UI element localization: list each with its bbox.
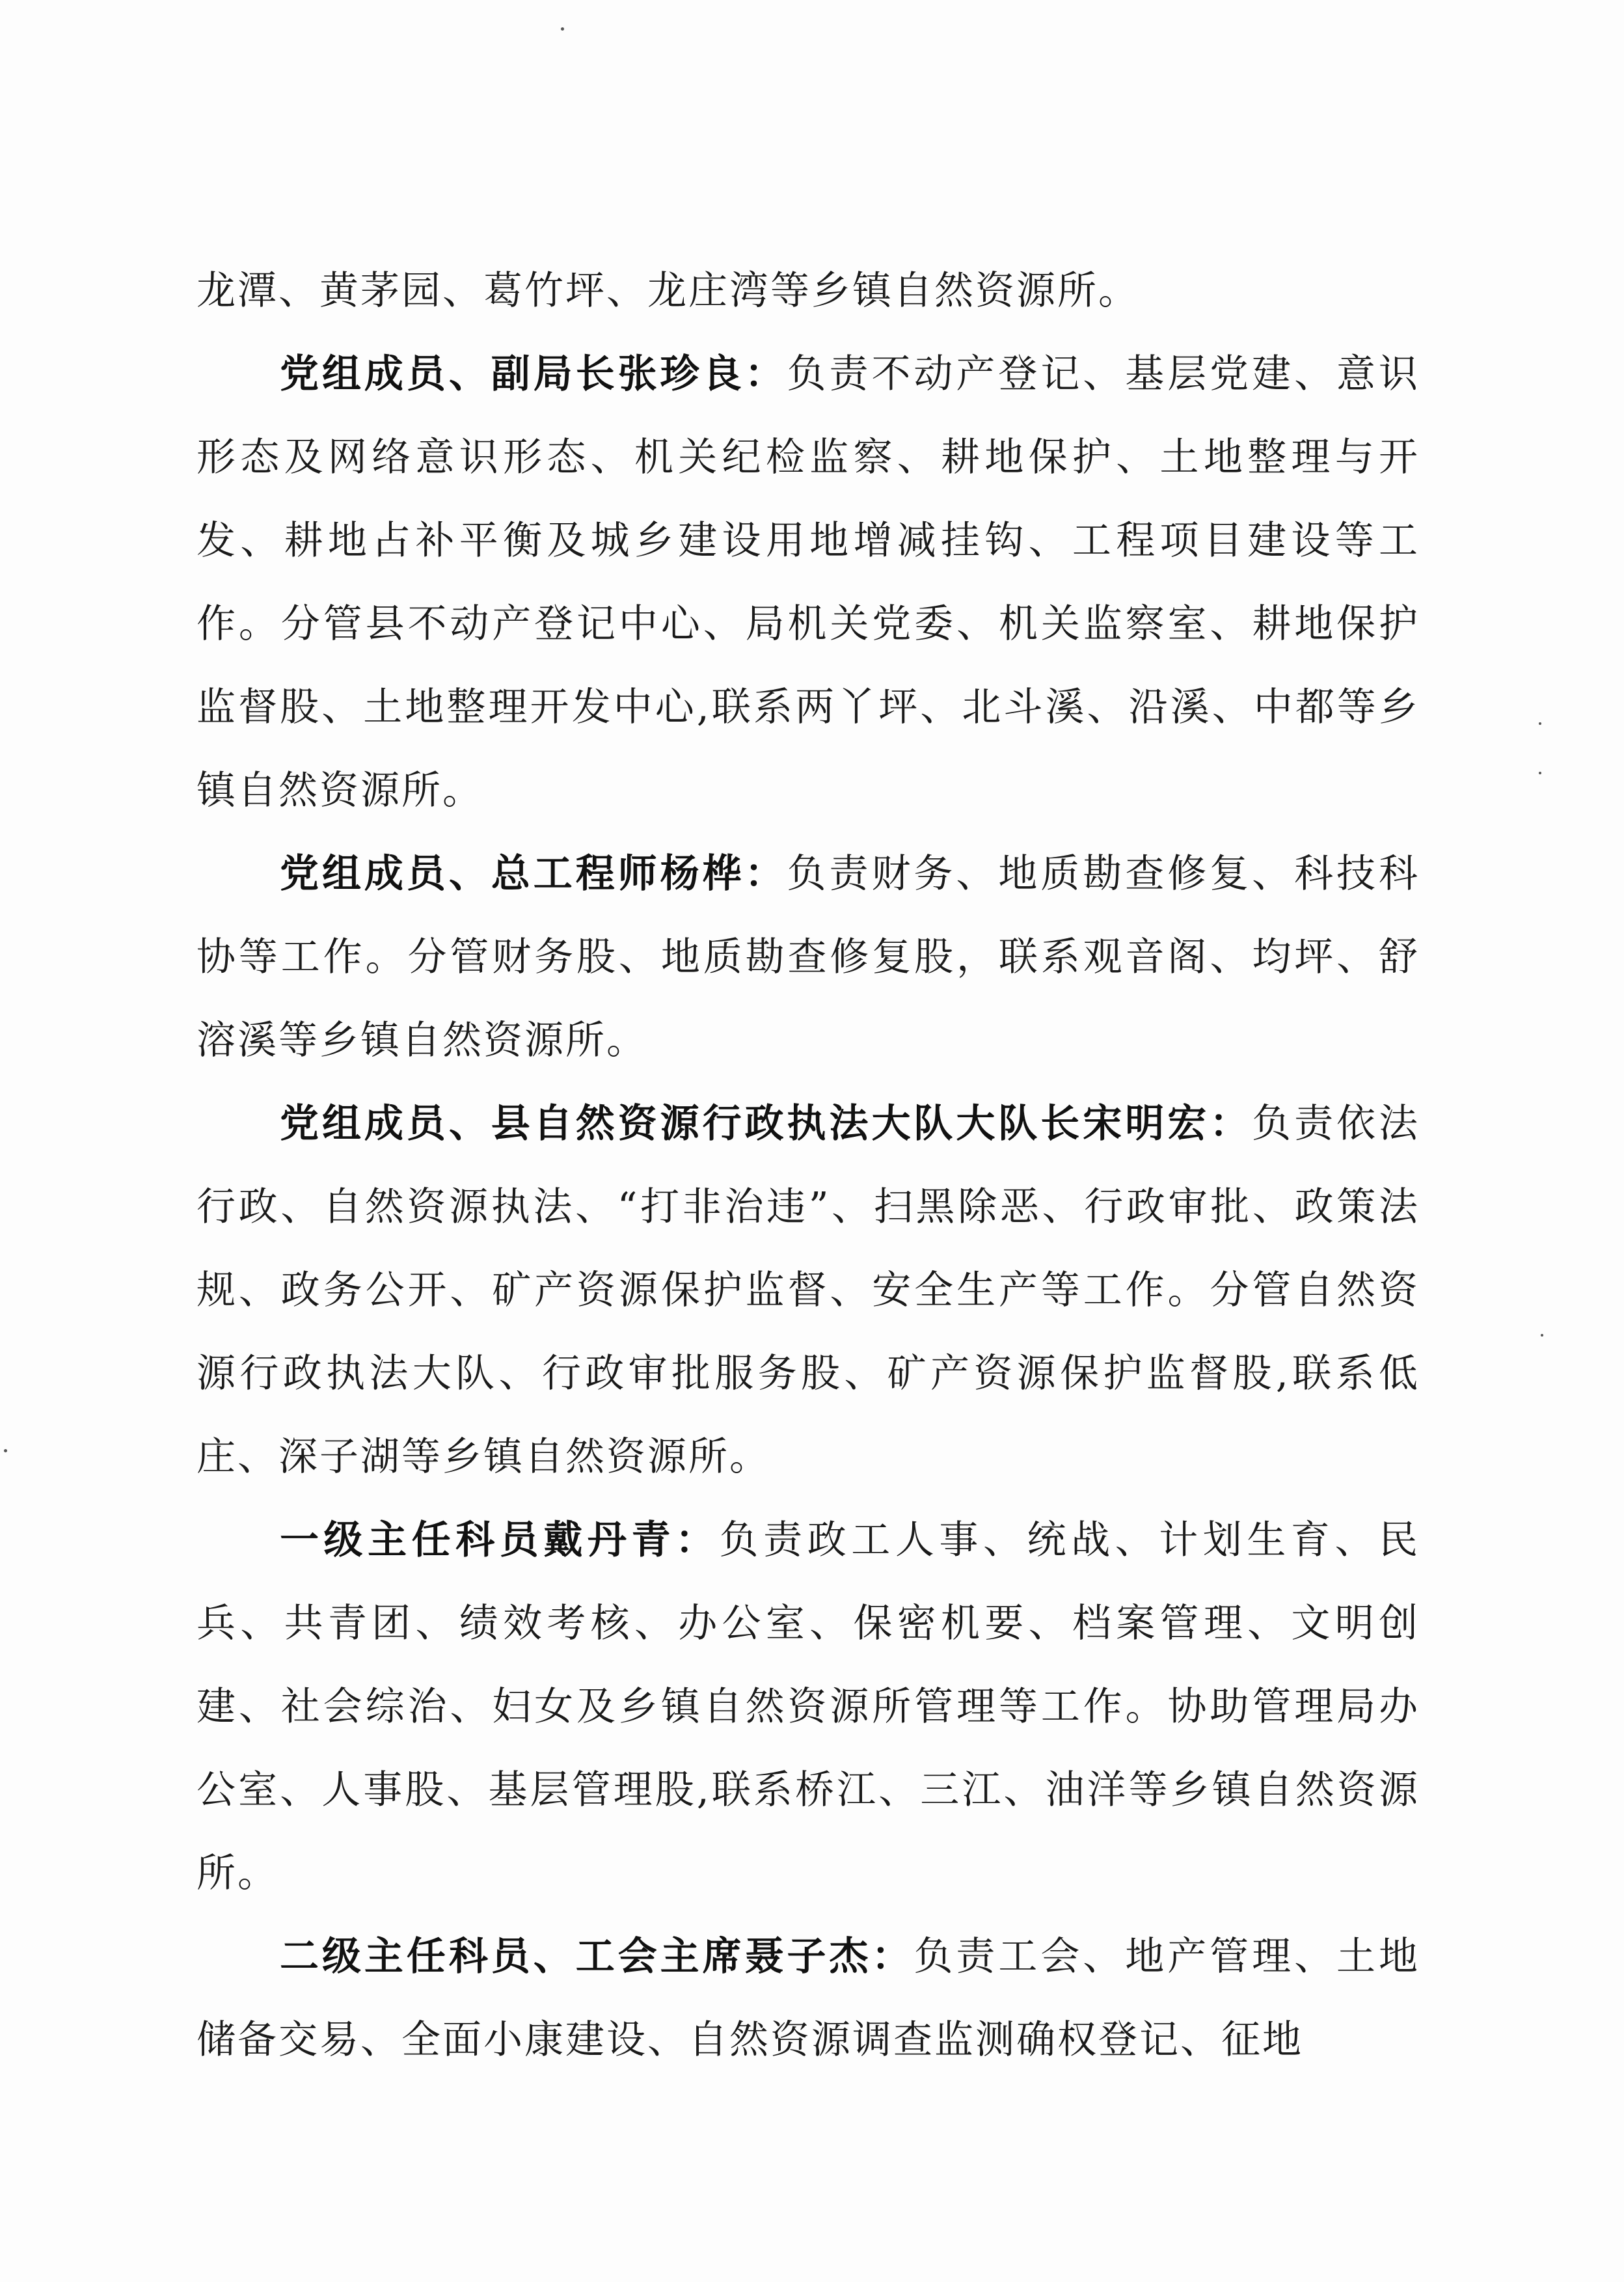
paragraph-dai-danqing xyxy=(196,1499,1420,1915)
paragraph-zhang-zhenliang xyxy=(196,333,1420,832)
scan-speck xyxy=(561,27,564,31)
official-title: 党组成员、县自然资源行政执法大队大队长宋明宏： xyxy=(280,1101,1252,1147)
paragraph-song-minghong xyxy=(196,1082,1420,1499)
official-title: 二级主任科员、工会主席聂子杰： xyxy=(280,1934,914,1979)
paragraph-text: 负责政工人事、统战、计划生育、民兵、共青团、绩效考核、办公室、保密机要、档案管理、文明创建、社会综治、妇女及乡镇自然资源所管理等工作。协助管理局办公室、人事股、基层管理股,联系桥江、三江、油洋等乡镇自然资源所。 xyxy=(196,1517,1420,1896)
body-text xyxy=(196,249,1420,2082)
scan-speck xyxy=(1539,772,1541,774)
paragraph-text: 负责依法行政、自然资源执法、“打非治违”、扫黑除恶、行政审批、政策法规、政务公开、矿产资源保护监督、安全生产等工作。分管自然资源行政执法大队、行政审批服务股、矿产资源保护监督股,联系低庄、深子湖等乡镇自然资源所。 xyxy=(196,1101,1420,1480)
official-title: 党组成员、副局长张珍良： xyxy=(280,351,787,397)
scan-speck xyxy=(4,1449,7,1452)
paragraph-continuation xyxy=(196,249,1420,333)
official-title: 党组成员、总工程师杨桦： xyxy=(280,851,787,897)
scan-speck xyxy=(1541,1334,1543,1337)
scan-speck xyxy=(1539,722,1541,725)
paragraph-text: 负责不动产登记、基层党建、意识形态及网络意识形态、机关纪检监察、耕地保护、土地整理与开发、耕地占补平衡及城乡建设用地增减挂钩、工程项目建设等工作。分管县不动产登记中心、局机关党委、机关监察室、耕地保护监督股、土地整理开发中心,联系两丫坪、北斗溪、沿溪、中都等乡镇自然资源所。 xyxy=(196,351,1420,813)
paragraph-text: 负责工会、地产管理、土地储备交易、全面小康建设、自然资源调查监测确权登记、征地 xyxy=(196,1934,1420,2063)
paragraph-text: 负责财务、地质勘查修复、科技科协等工作。分管财务股、地质勘查修复股，联系观音阁、均坪、舒溶溪等乡镇自然资源所。 xyxy=(196,851,1420,1063)
official-title: 一级主任科员戴丹青： xyxy=(280,1517,720,1563)
paragraph-yang-hua xyxy=(196,832,1420,1082)
paragraph-nie-zijie xyxy=(196,1915,1420,2082)
paragraph-text: 龙潭、黄茅园、葛竹坪、龙庄湾等乡镇自然资源所。 xyxy=(196,268,1139,314)
